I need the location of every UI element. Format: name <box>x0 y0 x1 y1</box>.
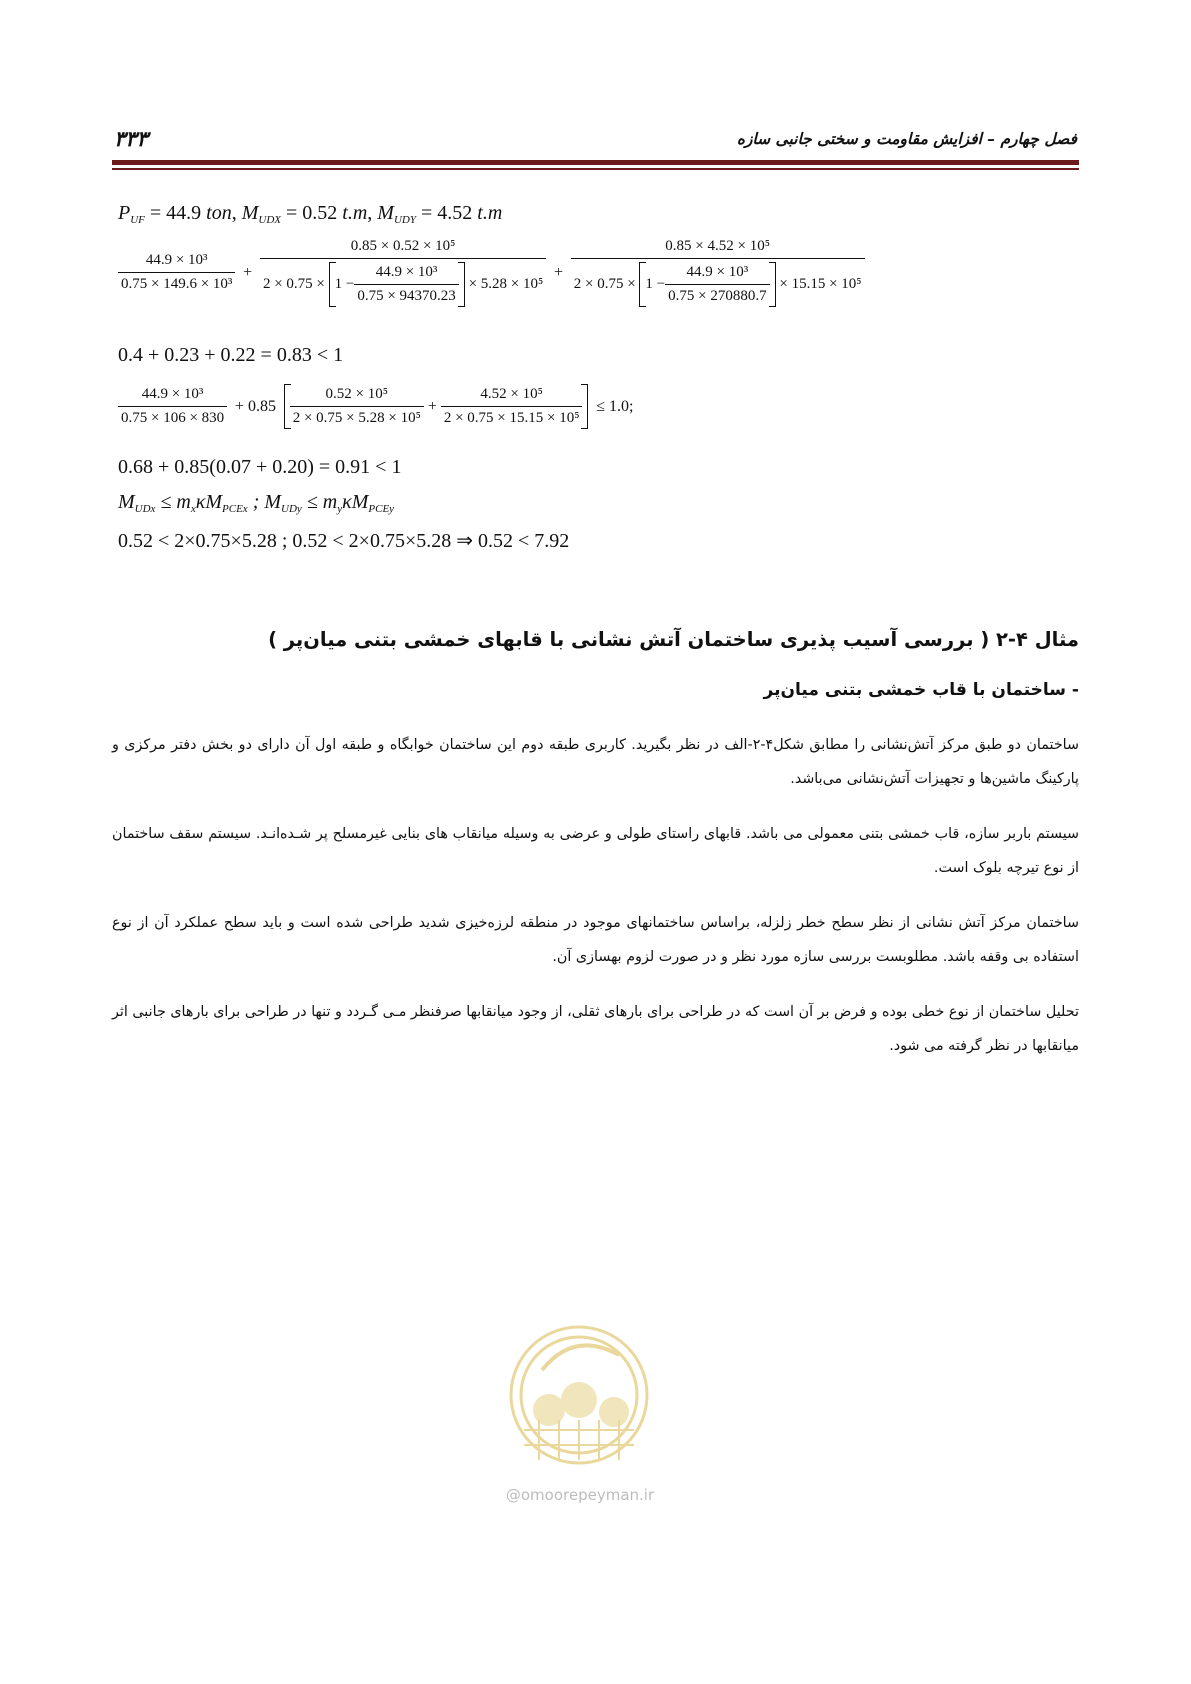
term: 2 × 0.75 × <box>262 275 325 292</box>
denominator: 2 × 0.75 × 15.15 × 10⁵ <box>441 406 583 427</box>
inner-fraction <box>665 264 769 305</box>
equation-interaction-2 <box>118 384 637 429</box>
fraction <box>571 238 865 307</box>
fraction <box>441 386 583 427</box>
denominator: 0.75 × 149.6 × 10³ <box>118 272 235 293</box>
equation-result-2: 0.68 + 0.85(0.07 + 0.20) = 0.91 < 1 <box>118 456 402 478</box>
subscript: UDy <box>281 503 302 515</box>
numerator: 0.85 × 4.52 × 10⁵ <box>665 238 770 254</box>
paragraph-4: تحلیل ساختمان از نوع خطی بوده و فرض بر آن است که در طراحی برای بارهای ثقلی، از وجود میانقابها صرفنظر مـی گـردد و تنها در طراحی برای بارهای جانبی اثر میانقابها در نظر گرفته می شود. <box>112 1004 1079 1054</box>
fraction <box>118 252 235 293</box>
subscript: y <box>337 503 343 515</box>
bracket <box>639 262 775 307</box>
equation-moment-result: 0.52 < 2×0.75×5.28 ; 0.52 < 2×0.75×5.28 ⇒ 0.52 < 7.92 <box>118 530 570 552</box>
denominator: 0.75 × 106 × 830 <box>118 406 227 427</box>
symbol: κM <box>195 491 223 513</box>
value: = 0.52 <box>281 202 338 224</box>
chapter-title: فصل چهارم – افزایش مقاومت و سختی جانبی سازه <box>736 130 1077 148</box>
bracket <box>284 384 589 429</box>
numerator: 0.52 × 10⁵ <box>325 386 388 402</box>
symbol: κM <box>342 491 369 513</box>
numerator: 0.85 × 0.52 × 10⁵ <box>350 238 456 254</box>
subscript: x <box>190 503 196 515</box>
symbol: P <box>118 202 131 224</box>
header-rule-thin <box>112 168 1079 170</box>
denominator: 0.75 × 94370.23 <box>354 284 458 305</box>
symbol: M <box>241 202 259 224</box>
equation-moment-check <box>118 491 394 515</box>
page-number: ۳۳۳ <box>114 126 148 151</box>
watermark-site: @omoorepeyman.ir <box>505 1486 655 1504</box>
numerator: 44.9 × 10³ <box>141 386 204 402</box>
term: 1 − <box>334 276 355 292</box>
numerator: 44.9 × 10³ <box>145 252 208 268</box>
fraction <box>260 238 546 307</box>
bracket <box>329 262 465 307</box>
denominator: 2 × 0.75 × 5.28 × 10⁵ <box>290 406 424 427</box>
subscript: UF <box>130 214 145 226</box>
subheading: - ساختمان با قاب خمشی بتنی میان‌پر <box>763 680 1079 700</box>
plus-sign: + <box>243 263 253 281</box>
inner-fraction <box>354 264 458 305</box>
numerator: 4.52 × 10⁵ <box>480 386 543 402</box>
fraction <box>118 386 227 427</box>
term: 1 − <box>645 276 666 292</box>
value: = 44.9 <box>144 202 202 224</box>
subscript: PCEy <box>368 503 395 515</box>
symbol: M <box>377 202 394 224</box>
term: × 5.28 × 10⁵ <box>468 275 544 292</box>
watermark-logo <box>454 1300 704 1470</box>
term: 2 × 0.75 × <box>573 275 636 292</box>
denominator <box>260 258 546 307</box>
symbol: M <box>118 491 135 513</box>
equation-result-1: 0.4 + 0.23 + 0.22 = 0.83 < 1 <box>118 344 344 366</box>
symbol: ≤ m <box>155 491 191 513</box>
paragraph-3: ساختمان مرکز آتش نشانی از نظر سطح خطر زلزله، براساس ساختمانهای موجود در منطقه لرزه‌خیزی شدید طراحی شده است و باید سطح عملکرد آن از نوع استفاده بی وقفه باشد. مطلوبست بررسی سازه مورد نظر و در صورت لزوم بهسازی آن. <box>112 915 1079 965</box>
inequality: ≤ 1.0; <box>596 397 634 415</box>
value: = 4.52 <box>415 202 473 224</box>
plus-sign: + <box>553 263 563 281</box>
subscript: PCEx <box>222 503 248 515</box>
paragraph-1: ساختمان دو طبق مرکز آتش‌نشانی را مطابق شکل۴-۲-الف در نظر بگیرید. کاربری طبقه دوم این ساختمان خوابگاه و طبقه اول آن دارای دو بخش دفتر مرکزی و پارکینگ ماشین‌ها و تجهیزات آتش‌نشانی می‌باشد. <box>112 737 1079 787</box>
subscript: UDX <box>258 214 282 226</box>
unit: t.m <box>342 202 368 224</box>
equation-loads: $P_{UF} = 44.9$ ton, $M_{UDX} = 0.52$ t.m, $M_{UDY} = 4.52$ t.m <box>118 202 503 226</box>
equation-interaction-1 <box>118 238 865 307</box>
subscript: UDx <box>134 503 156 515</box>
coefficient: + 0.85 <box>234 397 276 415</box>
header-rule-thick <box>112 160 1079 165</box>
symbol: ; M <box>247 491 282 513</box>
unit: ton <box>206 202 232 224</box>
denominator <box>571 258 865 307</box>
term: × 15.15 × 10⁵ <box>779 275 862 292</box>
numerator: 44.9 × 10³ <box>375 264 438 280</box>
numerator: 44.9 × 10³ <box>686 264 749 280</box>
plus-sign: + <box>427 397 437 415</box>
symbol: ≤ m <box>301 491 338 513</box>
paragraph-2: سیستم باربر سازه، قاب خمشی بتنی معمولی می باشد. قابهای راستای طولی و عرضی به وسیله میانقاب های بنایی غیرمسلح پر شـده‌انـد. سیستم سقف ساختمان از نوع تیرچه بلوک است. <box>112 826 1079 876</box>
denominator: 0.75 × 270880.7 <box>665 284 769 305</box>
example-title: مثال ۴-۲ ( بررسی آسیب پذیری ساختمان آتش نشانی با قابهای خمشی بتنی میان‌پر ) <box>268 628 1079 651</box>
fraction <box>290 386 424 427</box>
unit: t.m <box>477 202 503 224</box>
subscript: UDY <box>393 214 416 226</box>
